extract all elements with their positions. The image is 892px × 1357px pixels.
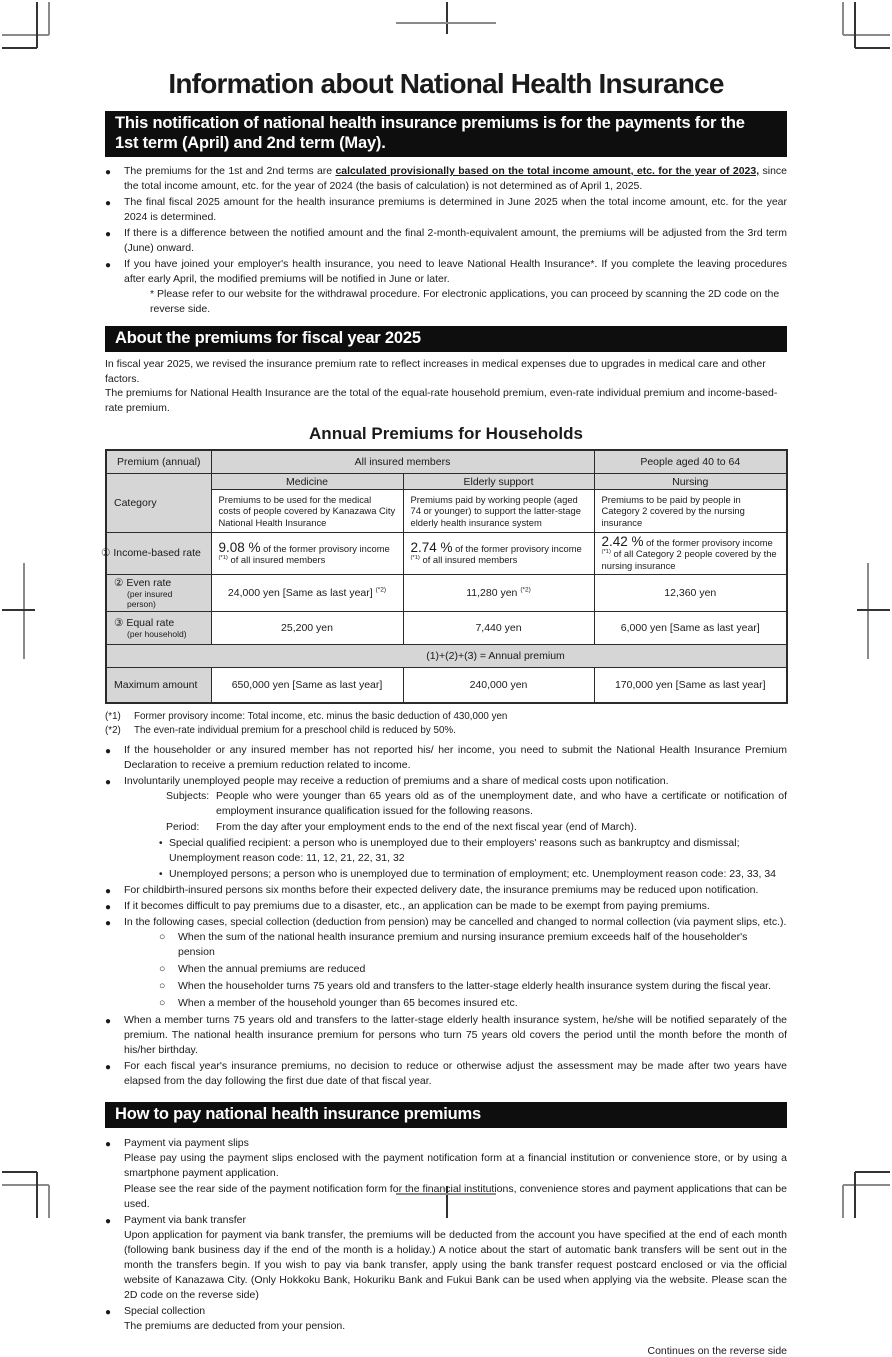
- even-rate-medicine: 24,000 yen [Same as last year] $^{(*2)}$: [211, 575, 403, 612]
- equal-rate-elderly: 7,440 yen: [403, 612, 594, 645]
- equal-rate-nursing: 6,000 yen [Same as last year]: [594, 612, 787, 645]
- period-label: Period:: [166, 821, 200, 833]
- footnote-ref: (*1): [601, 549, 611, 556]
- notification-banner-line1: This notification of national health insurance premiums is for the payments for the: [115, 114, 745, 132]
- annual-premiums-table: [101, 449, 788, 704]
- intro-bullet-text: The final fiscal 2025 amount for the health insurance premiums is determined in June 2025 when the total income amount, etc. for the year 2024 is determined.: [124, 196, 787, 223]
- header-all-insured: All insured members: [211, 450, 594, 474]
- bullet-icon: ●: [105, 166, 112, 178]
- intro-bullet: [105, 257, 787, 317]
- document-content: [101, 68, 787, 1357]
- even-rate-row: [106, 575, 787, 612]
- income-rate-nursing: 2.42 % of the former provisory income $^{(*1)}$ of all Category 2 people covered by the nursing insurance: [594, 533, 787, 575]
- header-premium-annual: Premium (annual): [106, 450, 211, 474]
- footnote-asterisk: * Please refer to our website for the withdrawal procedure. For electronic applications, you can proceed by scanning the 2D code on the reverse side.: [150, 288, 780, 315]
- circle-icon: ○: [159, 997, 166, 1009]
- bullet-icon: ●: [105, 1215, 112, 1227]
- category-header-row: [106, 474, 787, 490]
- emphasized-text: calculated provisionally based on the total income amount, etc. for the year of 2023,: [335, 165, 760, 177]
- subjects-label: Subjects:: [166, 790, 210, 802]
- payment-method-title: Payment via bank transfer: [124, 1214, 246, 1226]
- payment-method-title: Payment via payment slips: [124, 1137, 249, 1149]
- footnote-text: Former provisory income: Total income, etc. minus the basic deduction of 430,000 yen: [134, 711, 508, 722]
- maximum-medicine: 650,000 yen [Same as last year]: [211, 668, 403, 704]
- intro-bullet-list: [105, 164, 787, 317]
- bullet-icon: ●: [105, 745, 112, 757]
- bullet-icon: ●: [105, 1138, 112, 1150]
- bullet-icon: ●: [105, 1061, 112, 1073]
- page-title: Information about National Health Insurance: [168, 68, 724, 99]
- payment-method-text: Please pay using the payment slips enclosed with the payment notification form at a financial institution or convenience store, or by using a smartphone payment application.: [124, 1152, 787, 1179]
- bullet-icon: ●: [105, 1306, 112, 1318]
- period-row: [166, 820, 787, 835]
- continues-footer: Continues on the reverse side: [647, 1345, 787, 1357]
- subjects-text: People who were younger than 65 years old as of the unemployment date, and who have a certificate or notification of employment insurance qualification issued for the following reasons.: [216, 790, 787, 817]
- payment-method-title: Special collection: [124, 1305, 206, 1317]
- circle-icon: ○: [159, 980, 166, 992]
- bullet-icon: ●: [105, 197, 112, 209]
- circle-icon: ○: [159, 931, 166, 943]
- footnote: [105, 710, 787, 724]
- notes-bullet-list: [105, 743, 787, 1089]
- notification-banner-line2: 1st term (April) and 2nd term (May).: [115, 134, 386, 152]
- equal-rate-row: [106, 612, 787, 645]
- rate-value: 2.74 %: [410, 539, 453, 555]
- payment-method-text: Upon application for payment via bank transfer, the premiums will be deducted from the account you have specified at the end of each month (following bank business day if the end of the month is a holiday.) A notice about the start of automatic bank transfers will be sent out in the month the transfers begin. If you wish to pay via bank transfer, apply using the bank transfer request postcard enclosed or via the official website of Kanazawa City. (Only Hokkoku Bank, Hokuriku Bank and Fukui Bank can be used when applying via the website. Please scan the 2D code on the reverse side): [124, 1229, 787, 1301]
- intro-bullet: [105, 226, 787, 256]
- intro-bullet-text: since the total income amount, etc. for the year of 2024 (the basis of calculation) is not determined as of April 1, 2025.: [124, 165, 787, 192]
- period-text: From the day after your employment ends to the end of the next fiscal year (end of March).: [216, 821, 637, 833]
- bullet-icon: ●: [105, 917, 112, 929]
- annual-premium-sum-row: [106, 645, 787, 668]
- category-label: Category: [106, 474, 211, 533]
- payment-methods-list: [105, 1136, 787, 1334]
- table-header-row: [106, 450, 787, 474]
- even-rate-elderly: 11,280 yen $^{(*2)}$: [403, 575, 594, 612]
- bullet-icon: ●: [105, 1015, 112, 1027]
- intro-bullet: [105, 164, 787, 194]
- footnote-ref: (*1): [410, 554, 420, 561]
- intro-bullet-text: The premiums for the 1st and 2nd terms are: [124, 165, 336, 177]
- note-bullet: ● In the following cases, special collection (deduction from pension) may be cancelled and changed to normal collection (via payment slips, etc.). ○ When the sum of the national health insurance premium and nursing insurance premium exceeds half of the householder's pension ○ When the annual premiums are reduced ○ When the householder turns 75 years old and transfers to the latter-stage elderly health insurance system during the fiscal year. ○ When a member of the household younger than 65 becomes insured etc.: [105, 916, 787, 1009]
- income-rate-elderly: 2.74 % of the former provisory income $^{(*1)}$ of all insured members: [403, 533, 594, 575]
- even-rate-label: ② Even rate (per insured person): [106, 575, 211, 612]
- income-based-rate-row: [106, 533, 787, 575]
- note-bullet: ● If the householder or any insured member has not reported his/ her income, you need to submit the National Health Insurance Premium Declaration to receive a premium reduction related to income.: [105, 744, 787, 771]
- rate-value: 9.08 %: [218, 539, 261, 555]
- maximum-amount-label: Maximum amount: [106, 668, 211, 704]
- intro-bullet-text: If you have joined your employer's health insurance, you need to leave National Health Insurance*. If you complete the leaving procedures after early April, the modified premiums will be notified in June or later.: [124, 258, 787, 285]
- special-collection-case: ○ When the annual premiums are reduced: [159, 963, 366, 975]
- special-collection-case: ○ When a member of the household younger than 65 becomes insured etc.: [159, 997, 518, 1009]
- section-heading-payment: How to pay national health insurance premiums: [105, 1102, 787, 1128]
- equal-rate-medicine: 25,200 yen: [211, 612, 403, 645]
- table-footnotes: [105, 710, 787, 737]
- payment-method-slips: [105, 1136, 787, 1212]
- special-collection-case: ○ When the sum of the national health insurance premium and nursing insurance premium exceeds half of the householder's pension: [159, 931, 748, 958]
- intro-bullet: [105, 195, 787, 225]
- subjects-row: [166, 789, 787, 819]
- table-title: Annual Premiums for Households: [309, 424, 583, 443]
- footnote-mark: (*2): [105, 724, 121, 736]
- medicine-description: Premiums to be used for the medical costs of people covered by Kanazawa City National Health Insurance: [211, 490, 403, 533]
- reason-item: • Unemployed persons; a person who is unemployed due to termination of employment; etc. Unemployment reason code: 23, 33, 34: [159, 868, 777, 880]
- maximum-amount-row: [106, 668, 787, 704]
- premiums-intro-line1: In fiscal year 2025, we revised the insurance premium rate to reflect increases in medical expenses due to upgrades in medical care and other factors.: [105, 358, 766, 385]
- footnote-ref: (*2): [375, 586, 387, 594]
- footnote-ref: (*2): [520, 586, 531, 594]
- footnote-ref: (*1): [218, 554, 228, 561]
- payment-method-text: The premiums are deducted from your pension.: [124, 1320, 346, 1332]
- income-rate-medicine: 9.08 % of the former provisory income $^{(*1)}$ of all insured members: [211, 533, 403, 575]
- maximum-nursing: 170,000 yen [Same as last year]: [594, 668, 787, 704]
- note-bullet: ● For each fiscal year's insurance premiums, no decision to reduce or otherwise adjust the assessment may be made after two years have elapsed from the day following the first due date of that fiscal year.: [105, 1060, 787, 1087]
- payment-method-text: Please see the rear side of the payment notification form for the financial institutions, convenience stores and payment applications that can be used.: [124, 1183, 787, 1210]
- intro-bullet-text: If there is a difference between the notified amount and the final 2-month-equivalent amount, the premiums will be adjusted from the 3rd term (June) onward.: [124, 227, 787, 254]
- reason-item: • Special qualified recipient: a person who is unemployed due to their employers' reasons such as bankruptcy and dismissal; Unemployment reason code: 11, 12, 21, 22, 31, 32: [159, 837, 740, 864]
- column-medicine: Medicine: [211, 474, 403, 490]
- annual-premium-formula: (1)+(2)+(3) = Annual premium: [106, 645, 787, 668]
- notification-banner: [105, 111, 787, 157]
- header-aged-40-64: People aged 40 to 64: [594, 450, 787, 474]
- column-nursing: Nursing: [594, 474, 787, 490]
- elderly-description: Premiums paid by working people (aged 74 or younger) to support the latter-stage elderly health insurance system: [403, 490, 594, 533]
- nursing-description: Premiums to be paid by people in Category 2 covered by the nursing insurance: [594, 490, 787, 533]
- premiums-intro-line2: The premiums for National Health Insurance are the total of the equal-rate household premium, even-rate individual premium and income-based-rate premium.: [105, 387, 778, 414]
- circle-icon: ○: [159, 963, 166, 975]
- income-rate-label: ① Income-based rate: [106, 533, 211, 575]
- payment-method-bank-transfer: [105, 1213, 787, 1303]
- dot-icon: •: [159, 869, 163, 880]
- bullet-icon: ●: [105, 885, 112, 897]
- column-elderly-support: Elderly support: [403, 474, 594, 490]
- equal-rate-label: ③ Equal rate (per household): [106, 612, 211, 645]
- note-bullet: ● Involuntarily unemployed people may receive a reduction of premiums and a share of medical costs upon notification. Subjects: People who were younger than 65 years old as of the unemployment date, and who have a certificate or notification of employment insurance qualification issued for the following reasons. Period: From the day after your employment ends to the end of the next fiscal year (end of March). • Special qualified recipient: a person who is unemployed due to their employers' reasons such as bankruptcy and dismissal; Unemployment reason code: 11, 12, 21, 22, 31, 32 • Unemployed persons; a person who is unemployed due to termination of employment; etc. Unemployment reason code: 23, 33, 34: [105, 775, 787, 880]
- note-bullet: ● If it becomes difficult to pay premiums due to a disaster, etc., an application can be made to be exempt from paying premiums.: [105, 900, 710, 913]
- footnote: [105, 724, 787, 738]
- dot-icon: •: [159, 838, 163, 849]
- bullet-icon: ●: [105, 228, 112, 240]
- note-bullet: ● When a member turns 75 years old and transfers to the latter-stage elderly health insurance system, he/she will be notified separately of the premium. The national health insurance premium for persons who turn 75 years old covers the period until the month before the month of his/her birthday.: [105, 1014, 787, 1056]
- section-heading-premiums: About the premiums for fiscal year 2025: [105, 326, 787, 352]
- special-collection-case: ○ When the householder turns 75 years old and transfers to the latter-stage elderly health insurance system during the fiscal year.: [159, 980, 771, 992]
- note-bullet: ● For childbirth-insured persons six months before their expected delivery date, the insurance premiums may be reduced upon notification.: [105, 884, 759, 897]
- footnote-mark: (*1): [105, 711, 121, 722]
- bullet-icon: ●: [105, 901, 112, 913]
- payment-method-special-collection: [105, 1304, 787, 1334]
- bullet-icon: ●: [105, 776, 112, 788]
- footnote-text: The even-rate individual premium for a preschool child is reduced by 50%.: [134, 724, 456, 736]
- even-rate-nursing: 12,360 yen: [594, 575, 787, 612]
- bullet-icon: ●: [105, 259, 112, 271]
- rate-value: 2.42 %: [601, 533, 644, 549]
- maximum-elderly: 240,000 yen: [403, 668, 594, 704]
